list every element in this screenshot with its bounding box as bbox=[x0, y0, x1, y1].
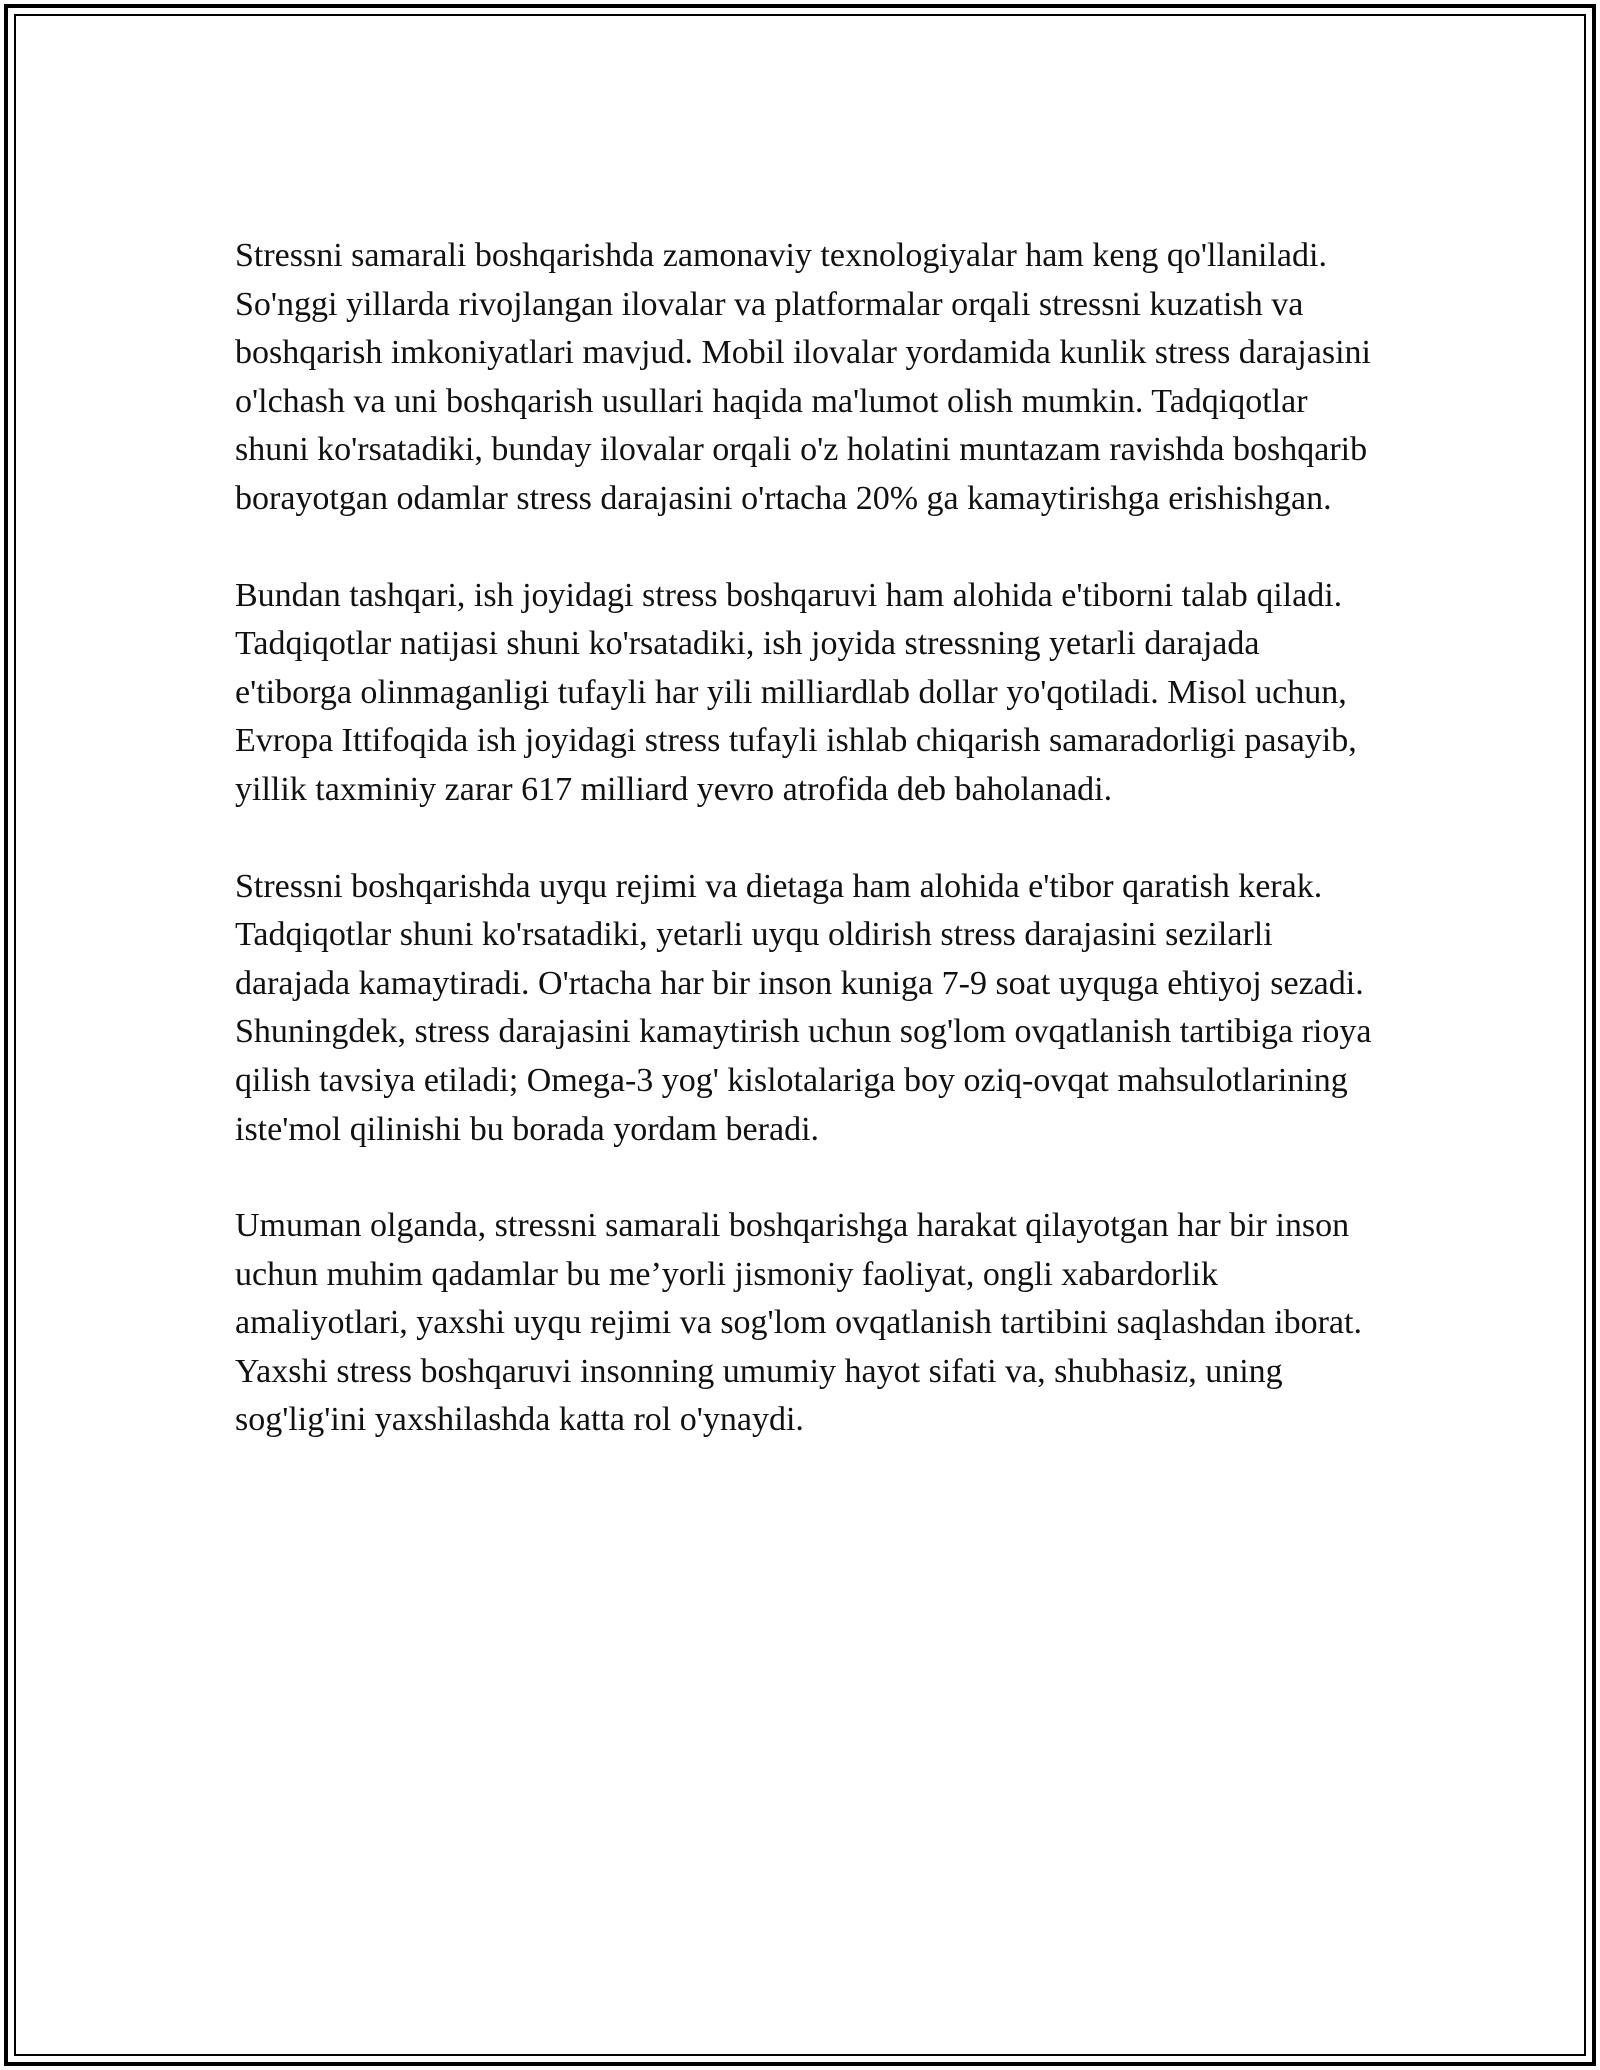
paragraph-technology: Stressni samarali boshqarishda zamonaviy texnologiyalar ham keng qo'llaniladi. So'nggi yillarda rivojlangan ilovalar va platformalar orqali stressni kuzatish va boshqarish imkoniyatlari mavjud. Mobil ilovalar yordamida kunlik stress darajasini o'lchash va uni boshqarish usullari haqida ma'lumot olish mumkin. Tadqiqotlar shuni ko'rsatadiki, bunday ilovalar orqali o'z holatini muntazam ravishda boshqarib borayotgan odamlar stress darajasini o'rtacha 20% ga kamaytirishga erishishgan. bbox=[235, 237, 1371, 517]
paragraph-sleep-and-diet: Stressni boshqarishda uyqu rejimi va dietaga ham alohida e'tibor qaratish kerak. Tadqiqotlar shuni ko'rsatadiki, yetarli uyqu oldirish stress darajasini sezilarli darajada kamaytiradi. O'rtacha har bir inson kuniga 7-9 soat uyquga ehtiyoj sezadi. Shuningdek, stress darajasini kamaytirish uchun sog'lom ovqatlanish tartibiga rioya qilish tavsiya etiladi; Omega-3 yog' kislotalariga boy oziq-ovqat mahsulotlarining iste'mol qilinishi bu borada yordam beradi. bbox=[235, 867, 1372, 1148]
document-body bbox=[235, 232, 1375, 1493]
paragraph-conclusion: Umuman olganda, stressni samarali boshqarishga harakat qilayotgan har bir inson uchun muhim qadamlar bu me’yorli jismoniy faoliyat, ongli xabardorlik amaliyotlari, yaxshi uyqu rejimi va sog'lom ovqatlanish tartibini saqlashdan iborat. Yaxshi stress boshqaruvi insonning umumiy hayot sifati va, shubhasiz, uning sog'lig'ini yaxshilashda katta rol o'ynaydi. bbox=[235, 1207, 1362, 1439]
paragraph-workplace-stress: Bundan tashqari, ish joyidagi stress boshqaruvi ham alohida e'tiborni talab qiladi. Tadqiqotlar natijasi shuni ko'rsatadiki, ish joyida stressning yetarli darajada e'tiborga olinmaganligi tufayli har yili milliardlab dollar yo'qotiladi. Misol uchun, Evropa Ittifoqida ish joyidagi stress tufayli ishlab chiqarish samaradorligi pasayib, yillik taxminiy zarar 617 milliard yevro atrofida deb baholanadi. bbox=[235, 576, 1357, 808]
